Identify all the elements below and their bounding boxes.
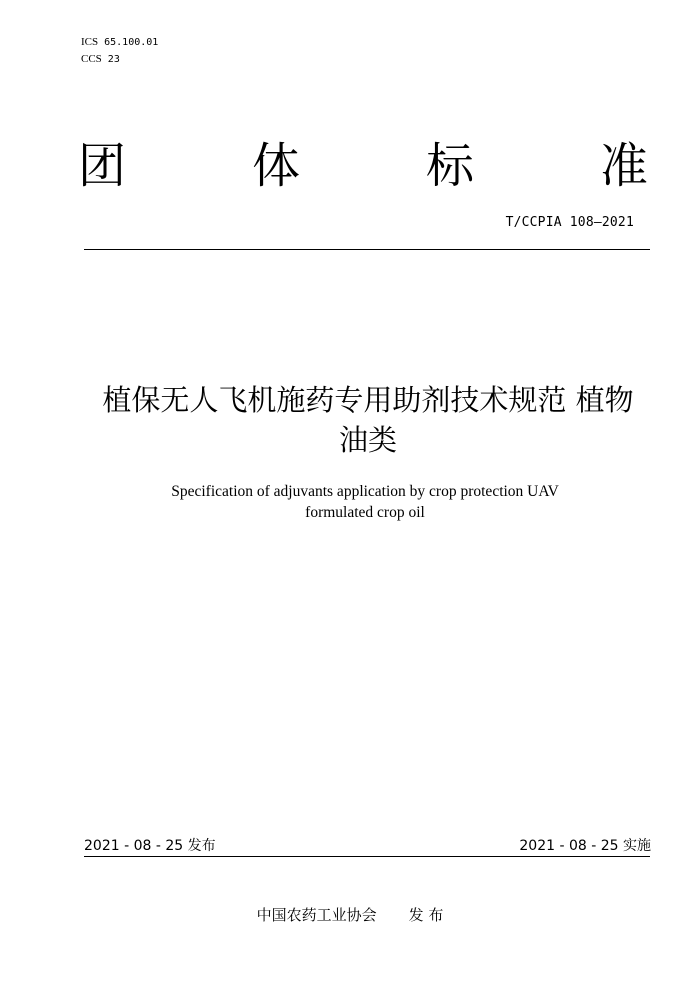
standard-type-char: 准 [599,138,648,194]
publisher-action: 发 布 [408,906,444,924]
ccs-label: CCS [81,53,102,65]
standard-type-char: 标 [425,138,474,194]
ccs-line [81,51,158,68]
standard-number: T/CCPIA 108—2021 [505,215,634,230]
publisher-line [0,904,700,925]
chinese-title [80,380,656,460]
ics-label: ICS [81,36,99,48]
english-title-line-2: formulated crop oil [305,504,425,521]
chinese-title-line-1: 植保无人飞机施药专用助剂技术规范 植物 [102,383,634,417]
standard-type-char: 体 [251,138,300,194]
publish-date: 2021 - 08 - 25 发布 [84,838,216,854]
ics-line [81,34,158,51]
publisher-name: 中国农药工业协会 [256,906,377,924]
classification-codes [81,34,158,68]
english-title-line-1: Specification of adjuvants application by crop protection UAV [171,483,559,500]
english-title [90,481,640,523]
standard-type-heading [78,138,648,194]
bottom-divider [84,856,650,857]
implement-date: 2021 - 08 - 25 实施 [519,838,651,854]
standard-type-char: 团 [78,138,127,194]
ics-value: 65.100.01 [104,37,159,48]
chinese-title-line-2: 油类 [338,423,397,457]
top-divider [84,249,650,250]
ccs-value: 23 [107,54,120,65]
